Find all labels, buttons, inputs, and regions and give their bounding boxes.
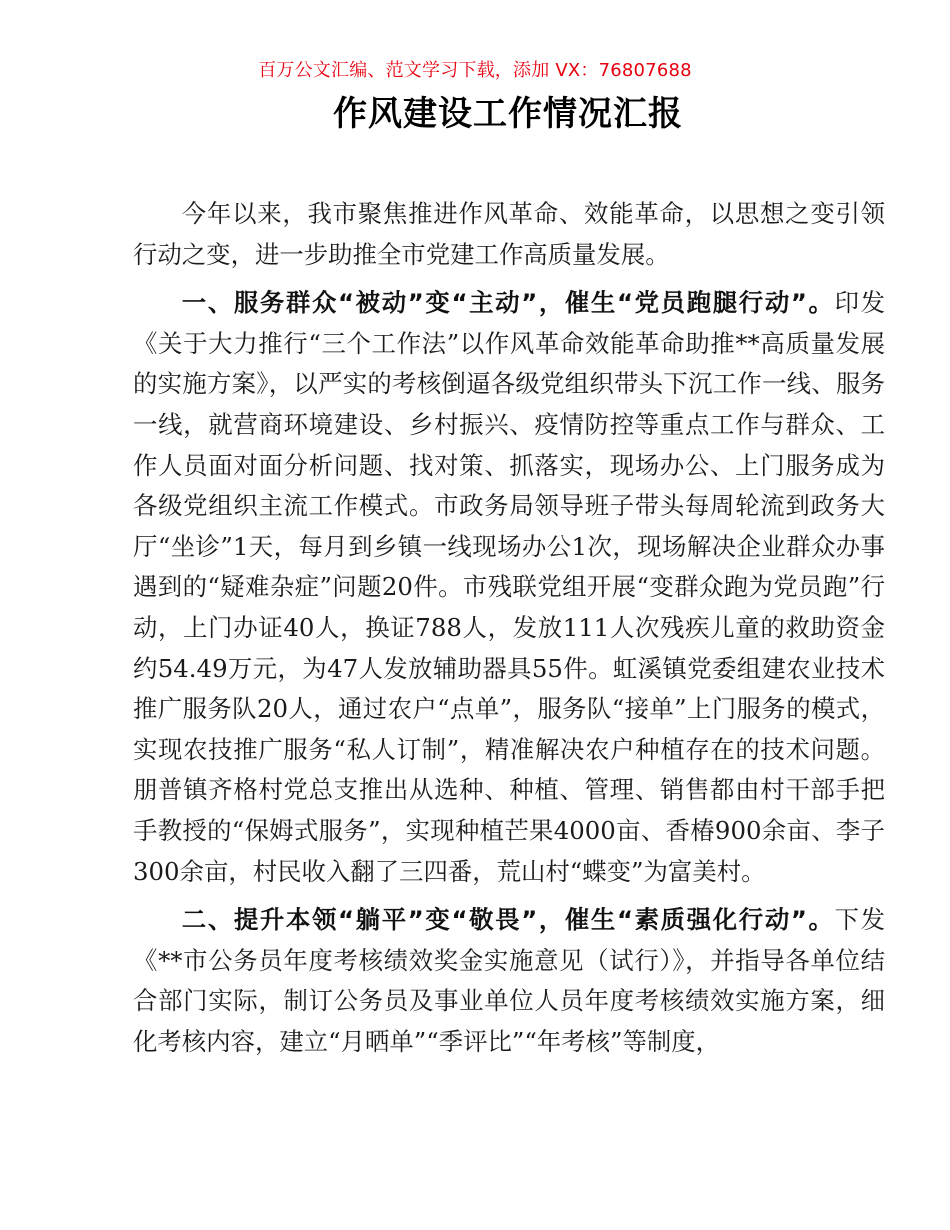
section-heading: 一、服务群众“被动”变“主动”，催生“党员跑腿行动”。 (181, 288, 835, 318)
watermark-header: 百万公文汇编、范文学习下载，添加 VX：76807688 (258, 60, 692, 81)
paragraph-text: 下发《**市公务员年度考核绩效奖金实施意见（试行）》，并指导各单位结合部门实际，制订公务员及事业单位人员年度考核绩效实施方案，细化考核内容，建立“月晒单”“季评比”“年考核”等制度， (133, 905, 885, 1056)
paragraph-section-2 (133, 900, 885, 1062)
paragraph-text: 印发《关于大力推行“三个工作法”以作风革命效能革命助推**高质量发展的实施方案》，以严实的考核倒逼各级党组织带头下沉工作一线、服务一线，就营商环境建设、乡村振兴、疫情防控等重点工作与群众、工作人员面对面分析问题、找对策、抓落实，现场办公、上门服务成为各级党组织主流工作模式。市政务局领导班子带头每周轮流到政务大厅“坐诊”1天，每月到乡镇一线现场办公1次，现场解决企业群众办事遇到的“疑难杂症”问题20件。市残联党组开展“变群众跑为党员跑”行动，上门办证40人，换证788人，发放111人次残疾儿童的救助资金约54.49万元，为47人发放辅助器具55件。虹溪镇党委组建农业技术推广服务队20人，通过农户“点单”，服务队“接单”上门服务的模式，实现农技推广服务“私人订制”，精准解决农户种植存在的技术问题。朋普镇齐格村党总支推出从选种、种植、管理、销售都由村干部手把手教授的“保姆式服务”，实现种植芒果4000亩、香椿900余亩、李子300余亩，村民收入翻了三四番，荒山村“蝶变”为富美村。 (133, 288, 885, 886)
document-body (133, 194, 885, 1070)
paragraph-intro (133, 194, 885, 275)
paragraph-section-1 (133, 283, 885, 892)
paragraph-text: 今年以来，我市聚焦推进作风革命、效能革命，以思想之变引领行动之变，进一步助推全市党建工作高质量发展。 (133, 199, 885, 269)
page-title: 作风建设工作情况汇报 (333, 94, 683, 134)
section-heading: 二、提升本领“躺平”变“敬畏”，催生“素质强化行动”。 (181, 905, 835, 935)
